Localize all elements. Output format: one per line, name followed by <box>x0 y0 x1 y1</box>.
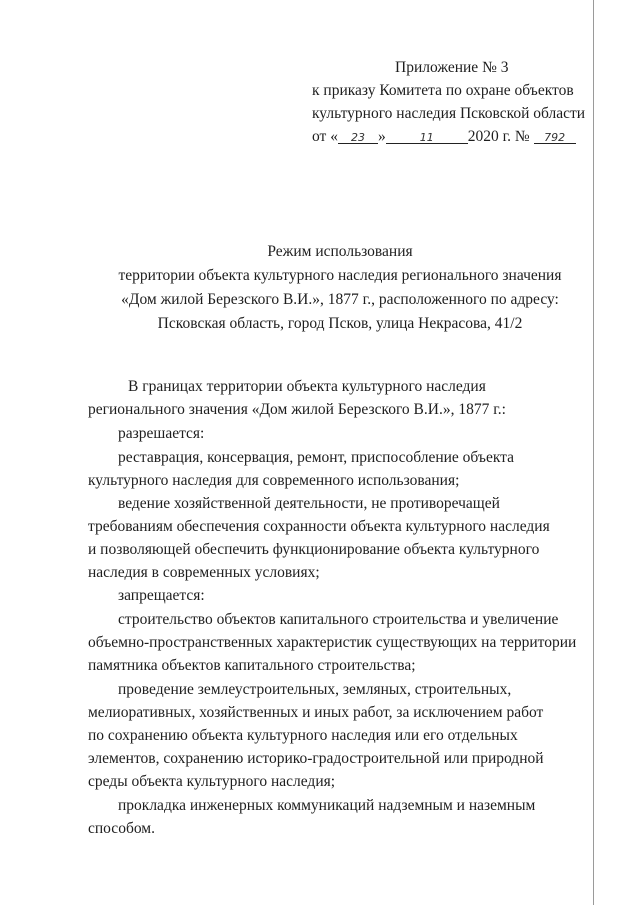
p6-line-1: прокладка инженерных коммуникаций надземным и наземным <box>118 797 536 814</box>
p4-line-3: памятника объектов капитального строительства; <box>88 657 416 674</box>
p4-line-2: объемно-пространственных характеристик существующих на территории <box>88 634 577 651</box>
day-field <box>338 127 378 144</box>
title-line-1: Режим использования <box>267 243 413 260</box>
p5-line-2: мелиоративных, хозяйственных и иных работ, за исключением работ <box>88 704 544 721</box>
committee-line: культурного наследия Псковской области <box>312 105 586 122</box>
appendix-label: Приложение № 3 <box>395 59 509 76</box>
number-field <box>534 127 576 144</box>
p3-line-3: и позволяющей обеспечить функционирование объекта культурного <box>88 541 540 558</box>
order-date-line <box>312 127 576 146</box>
date-prefix: от « <box>312 128 338 145</box>
month-field <box>386 127 468 144</box>
year-text: 2020 г. № <box>467 128 530 145</box>
p5-line-5: среды объекта культурного наследия; <box>88 773 336 790</box>
p5-line-3: по сохранению объекта культурного наследия или его отдельных <box>88 727 518 744</box>
p6-line-2: способом. <box>88 820 155 837</box>
forbidden-label: запрещается: <box>118 587 205 604</box>
p3-line-1: ведение хозяйственной деятельности, не противоречащей <box>118 495 500 512</box>
order-line: к приказу Комитета по охране объектов <box>312 82 574 99</box>
day-handwritten: 23 <box>350 131 365 144</box>
number-handwritten: 792 <box>544 131 566 144</box>
title-line-3: «Дом жилой Березского В.И.», 1877 г., расположенного по адресу: <box>121 291 559 308</box>
title-line-2: территории объекта культурного наследия регионального значения <box>118 267 562 284</box>
title-line-4: Псковская область, город Псков, улица Некрасова, 41/2 <box>157 315 523 332</box>
allowed-label: разрешается: <box>118 425 205 442</box>
p1-line-1: В границах территории объекта культурного наследия <box>128 378 486 395</box>
p3-line-4: наследия в современных условиях; <box>88 564 320 581</box>
p5-line-1: проведение землеустроительных, земляных, строительных, <box>118 681 512 698</box>
p1-line-2: регионального значения «Дом жилой Березского В.И.», 1877 г.: <box>88 401 506 418</box>
p4-line-1: строительство объектов капитального строительства и увеличение <box>118 611 559 628</box>
month-handwritten: 11 <box>419 131 434 144</box>
p5-line-4: элементов, сохранению историко-градостроительной или природной <box>88 750 544 767</box>
p2-line-2: культурного наследия для современного использования; <box>88 472 460 489</box>
p2-line-1: реставрация, консервация, ремонт, приспособление объекта <box>118 449 514 466</box>
p3-line-2: требованиям обеспечения сохранности объекта культурного наследия <box>88 518 550 535</box>
date-mid: » <box>377 128 386 145</box>
